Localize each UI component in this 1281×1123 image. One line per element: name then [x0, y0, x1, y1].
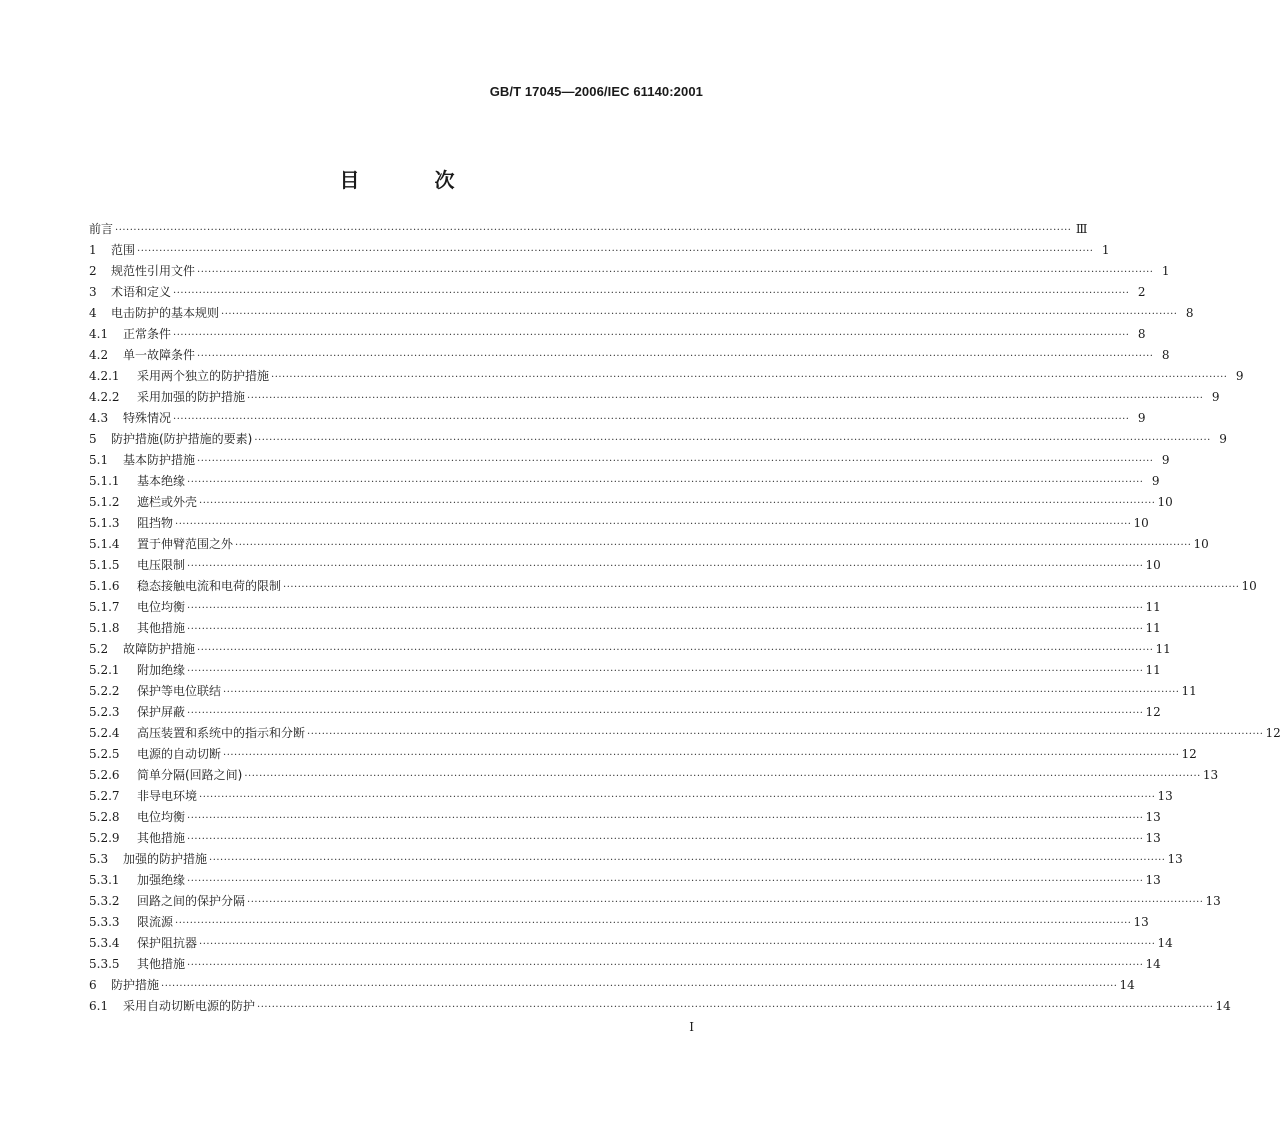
toc-section-title: 电击防护的基本规则	[111, 306, 220, 320]
toc-leader-dots: ····································································································································································································································································	[173, 288, 1130, 299]
toc-page-number: 13	[1167, 852, 1183, 866]
toc-leader-dots: ····································································································································································································································································	[187, 603, 1144, 614]
toc-page-number: 9	[1151, 474, 1160, 488]
toc-entry[interactable]	[89, 954, 1161, 975]
toc-section-number: 5.1	[89, 453, 109, 467]
toc-leader-dots: ····································································································································································································································································	[187, 834, 1144, 845]
toc-section-title: 前言	[89, 222, 114, 236]
toc-section-title: 稳态接触电流和电荷的限制	[137, 579, 282, 593]
toc-section-number: 4.2.1	[89, 369, 120, 383]
toc-leader-dots: ····································································································································································································································································	[197, 267, 1154, 278]
toc-section-number: 4.2	[89, 348, 109, 362]
toc-page-number: 10	[1157, 495, 1173, 509]
toc-leader-dots: ····································································································································································································································································	[271, 372, 1228, 383]
toc-section-number: 5	[89, 432, 97, 446]
toc-section-title: 防护措施(防护措施的要素)	[111, 432, 253, 446]
toc-page-number: 12	[1265, 726, 1281, 740]
toc-page-number: 10	[1133, 516, 1149, 530]
toc-entry[interactable]	[89, 912, 1149, 933]
toc-section-number: 6	[89, 978, 97, 992]
toc-leader-dots: ····································································································································································································································································	[187, 813, 1144, 824]
toc-section-title: 采用自动切断电源的防护	[123, 999, 256, 1013]
toc-section-title: 加强绝缘	[137, 873, 186, 887]
toc-section-number: 5.2.6	[89, 768, 120, 782]
toc-leader-dots: ····································································································································································································································································	[161, 981, 1118, 992]
toc-section-number: 5.2	[89, 642, 109, 656]
toc-section-title: 其他措施	[137, 957, 186, 971]
toc-section-title: 采用加强的防护措施	[137, 390, 246, 404]
toc-section-title: 基本绝缘	[137, 474, 186, 488]
toc-page-number: 9	[1219, 432, 1227, 446]
toc-section-number: 6.1	[89, 999, 109, 1013]
toc-leader-dots: ····································································································································································································································································	[187, 708, 1144, 719]
toc-page-number: 11	[1181, 684, 1197, 698]
toc-leader-dots: ····································································································································································································································································	[247, 897, 1204, 908]
toc-leader-dots: ····································································································································································································································································	[199, 792, 1156, 803]
toc-leader-dots: ····································································································································································································································································	[209, 855, 1166, 866]
toc-entry[interactable]	[89, 618, 1161, 639]
toc-entry[interactable]	[89, 870, 1161, 891]
toc-page-number: 13	[1205, 894, 1221, 908]
toc-section-number: 5.3	[89, 852, 109, 866]
toc-page-number: 1	[1161, 264, 1170, 278]
toc-entry[interactable]	[89, 345, 1170, 366]
toc-leader-dots: ····································································································································································································································································	[115, 225, 1072, 236]
toc-page-number: 8	[1185, 306, 1194, 320]
toc-section-number: 1	[89, 243, 97, 257]
toc-leader-dots: ····································································································································································································································································	[137, 246, 1094, 257]
toc-entry[interactable]	[89, 828, 1161, 849]
toc-section-number: 5.2.8	[89, 810, 120, 824]
toc-section-number: 2	[89, 264, 97, 278]
toc-entry[interactable]	[89, 996, 1231, 1017]
toc-page-number: 8	[1137, 327, 1146, 341]
toc-entry[interactable]	[89, 891, 1221, 912]
toc-section-title: 规范性引用文件	[111, 264, 196, 278]
toc-page-number: 8	[1161, 348, 1170, 362]
toc-section-title: 保护屏蔽	[137, 705, 186, 719]
toc-leader-dots: ····································································································································································································································································	[187, 960, 1144, 971]
toc-entry[interactable]	[89, 513, 1149, 534]
toc-leader-dots: ····································································································································································································································································	[187, 666, 1144, 677]
toc-section-number: 5.2.9	[89, 831, 120, 845]
toc-leader-dots: ····································································································································································································································································	[223, 687, 1180, 698]
toc-section-title: 正常条件	[123, 327, 172, 341]
toc-leader-dots: ····································································································································································································································································	[197, 645, 1154, 656]
toc-section-number: 5.2.1	[89, 663, 120, 677]
toc-section-number: 5.3.5	[89, 957, 120, 971]
toc-entry[interactable]	[89, 807, 1161, 828]
toc-entry[interactable]	[89, 471, 1160, 492]
toc-section-number: 5.3.4	[89, 936, 120, 950]
toc-entry[interactable]	[89, 681, 1197, 702]
toc-page-number: 14	[1157, 936, 1173, 950]
toc-entry[interactable]	[89, 408, 1146, 429]
toc-leader-dots: ····································································································································································································································································	[247, 393, 1204, 404]
toc-page-number: 9	[1235, 369, 1244, 383]
toc-page-number: 11	[1145, 600, 1161, 614]
toc-entry[interactable]	[89, 786, 1173, 807]
toc-section-number: 5.3.1	[89, 873, 120, 887]
toc-entry[interactable]	[89, 324, 1146, 345]
toc-section-title: 故障防护措施	[123, 642, 196, 656]
toc-page-number: 13	[1133, 915, 1149, 929]
toc-section-number: 3	[89, 285, 97, 299]
toc-entry[interactable]	[89, 933, 1173, 954]
standard-code: GB/T 17045—2006/IEC 61140:2001	[489, 84, 703, 99]
toc-leader-dots: ····································································································································································································································································	[173, 330, 1130, 341]
toc-section-title: 回路之间的保护分隔	[137, 894, 246, 908]
toc-entry[interactable]	[89, 702, 1161, 723]
toc-page-number: 13	[1145, 810, 1161, 824]
toc-leader-dots: ····································································································································································································································································	[187, 561, 1144, 572]
toc-section-number: 5.1.8	[89, 621, 120, 635]
toc-section-number: 5.1.1	[89, 474, 120, 488]
toc-entry[interactable]	[89, 387, 1220, 408]
toc-entry[interactable]	[89, 849, 1183, 870]
toc-leader-dots: ····································································································································································································································································	[223, 750, 1180, 761]
toc-leader-dots: ····································································································································································································································································	[175, 519, 1132, 530]
toc-section-title: 范围	[111, 243, 136, 257]
toc-leader-dots: ····································································································································································································································································	[244, 771, 1201, 782]
toc-entry[interactable]	[89, 975, 1135, 996]
toc-leader-dots: ····································································································································································································································································	[307, 729, 1264, 740]
toc-entry[interactable]	[89, 303, 1194, 324]
toc-page-number: 11	[1155, 642, 1171, 656]
toc-page-number: 14	[1119, 978, 1135, 992]
toc-leader-dots: ····································································································································································································································································	[235, 540, 1192, 551]
toc-page-number: 12	[1145, 705, 1161, 719]
toc-section-number: 5.1.5	[89, 558, 120, 572]
toc-leader-dots: ····································································································································································································································································	[175, 918, 1132, 929]
toc-section-number: 5.2.5	[89, 747, 120, 761]
toc-page-number: 9	[1137, 411, 1146, 425]
toc-section-title: 特殊情况	[123, 411, 172, 425]
toc-section-number: 5.2.3	[89, 705, 120, 719]
toc-section-title: 其他措施	[137, 831, 186, 845]
toc-entry[interactable]	[89, 534, 1209, 555]
toc-entry[interactable]	[89, 282, 1146, 303]
toc-leader-dots: ····································································································································································································································································	[199, 498, 1156, 509]
toc-entry[interactable]	[89, 219, 1088, 240]
toc-entry[interactable]	[89, 240, 1110, 261]
toc-section-title: 术语和定义	[111, 285, 172, 299]
toc-leader-dots: ····································································································································································································································································	[187, 876, 1144, 887]
toc-page-number: 1	[1101, 243, 1110, 257]
toc-page-number: 14	[1145, 957, 1161, 971]
toc-leader-dots: ····································································································································································································································································	[254, 435, 1211, 446]
toc-section-number: 4.3	[89, 411, 109, 425]
toc-section-title: 电位均衡	[137, 810, 186, 824]
toc-section-number: 5.3.2	[89, 894, 120, 908]
toc-page-number: 9	[1161, 453, 1170, 467]
toc-section-title: 基本防护措施	[123, 453, 196, 467]
toc-section-title: 其他措施	[137, 621, 186, 635]
toc-page-number: 11	[1145, 621, 1161, 635]
toc-section-number: 5.1.4	[89, 537, 120, 551]
toc-entry[interactable]	[89, 492, 1173, 513]
toc-entry[interactable]	[89, 576, 1257, 597]
toc-section-number: 5.1.2	[89, 495, 120, 509]
toc-page-number: 12	[1181, 747, 1197, 761]
toc-entry[interactable]	[89, 366, 1244, 387]
toc-page-number: 10	[1241, 579, 1257, 593]
table-of-contents	[89, 219, 1281, 1017]
toc-section-title: 防护措施	[111, 978, 160, 992]
toc-section-title: 加强的防护措施	[123, 852, 208, 866]
toc-section-title: 置于伸臂范围之外	[137, 537, 234, 551]
toc-section-title: 非导电环境	[137, 789, 198, 803]
toc-entry[interactable]	[89, 723, 1281, 744]
toc-section-title: 采用两个独立的防护措施	[137, 369, 270, 383]
toc-entry[interactable]	[89, 660, 1161, 681]
toc-page-number: 9	[1211, 390, 1220, 404]
toc-entry[interactable]	[89, 597, 1161, 618]
page-title: 目 次	[339, 168, 489, 193]
toc-leader-dots: ····································································································································································································································································	[197, 456, 1154, 467]
toc-entry[interactable]	[89, 639, 1171, 660]
toc-entry[interactable]	[89, 765, 1219, 786]
toc-leader-dots: ····································································································································································································································································	[257, 1002, 1214, 1013]
toc-page-number: Ⅲ	[1075, 222, 1088, 236]
toc-section-number: 5.2.4	[89, 726, 120, 740]
toc-section-title: 保护阻抗器	[137, 936, 198, 950]
toc-section-title: 电源的自动切断	[137, 747, 222, 761]
toc-section-number: 5.1.6	[89, 579, 120, 593]
toc-leader-dots: ····································································································································································································································································	[187, 477, 1144, 488]
toc-section-number: 5.2.7	[89, 789, 120, 803]
toc-section-title: 保护等电位联结	[137, 684, 222, 698]
toc-section-title: 电压限制	[137, 558, 186, 572]
toc-leader-dots: ····································································································································································································································································	[199, 939, 1156, 950]
toc-page-number: 10	[1145, 558, 1161, 572]
toc-page-number: 13	[1145, 873, 1161, 887]
toc-entry[interactable]	[89, 429, 1227, 450]
toc-section-title: 简单分隔(回路之间)	[137, 768, 243, 782]
toc-page-number: 2	[1137, 285, 1146, 299]
toc-page-number: 13	[1202, 768, 1219, 782]
toc-section-number: 4.1	[89, 327, 109, 341]
toc-leader-dots: ····································································································································································································································································	[197, 351, 1154, 362]
toc-section-title: 附加绝缘	[137, 663, 186, 677]
toc-leader-dots: ····································································································································································································································································	[187, 624, 1144, 635]
toc-page-number: 14	[1215, 999, 1231, 1013]
toc-section-number: 4	[89, 306, 97, 320]
toc-leader-dots: ····································································································································································································································································	[221, 309, 1178, 320]
toc-entry[interactable]	[89, 261, 1170, 282]
toc-section-title: 限流源	[137, 915, 174, 929]
toc-section-title: 阻挡物	[137, 516, 174, 530]
toc-section-number: 5.2.2	[89, 684, 120, 698]
toc-section-title: 高压装置和系统中的指示和分断	[137, 726, 306, 740]
toc-section-title: 单一故障条件	[123, 348, 196, 362]
toc-page-number: 13	[1157, 789, 1173, 803]
toc-leader-dots: ····································································································································································································································································	[173, 414, 1130, 425]
toc-leader-dots: ····································································································································································································································································	[283, 582, 1240, 593]
page-number: Ⅰ	[689, 1020, 694, 1034]
toc-section-title: 电位均衡	[137, 600, 186, 614]
toc-section-title: 遮栏或外壳	[137, 495, 198, 509]
toc-section-number: 4.2.2	[89, 390, 120, 404]
toc-page-number: 10	[1193, 537, 1209, 551]
toc-section-number: 5.1.3	[89, 516, 120, 530]
toc-page-number: 11	[1145, 663, 1161, 677]
toc-entry[interactable]	[89, 744, 1197, 765]
toc-page-number: 13	[1145, 831, 1161, 845]
toc-entry[interactable]	[89, 555, 1161, 576]
toc-section-number: 5.1.7	[89, 600, 120, 614]
toc-section-number: 5.3.3	[89, 915, 120, 929]
toc-entry[interactable]	[89, 450, 1170, 471]
